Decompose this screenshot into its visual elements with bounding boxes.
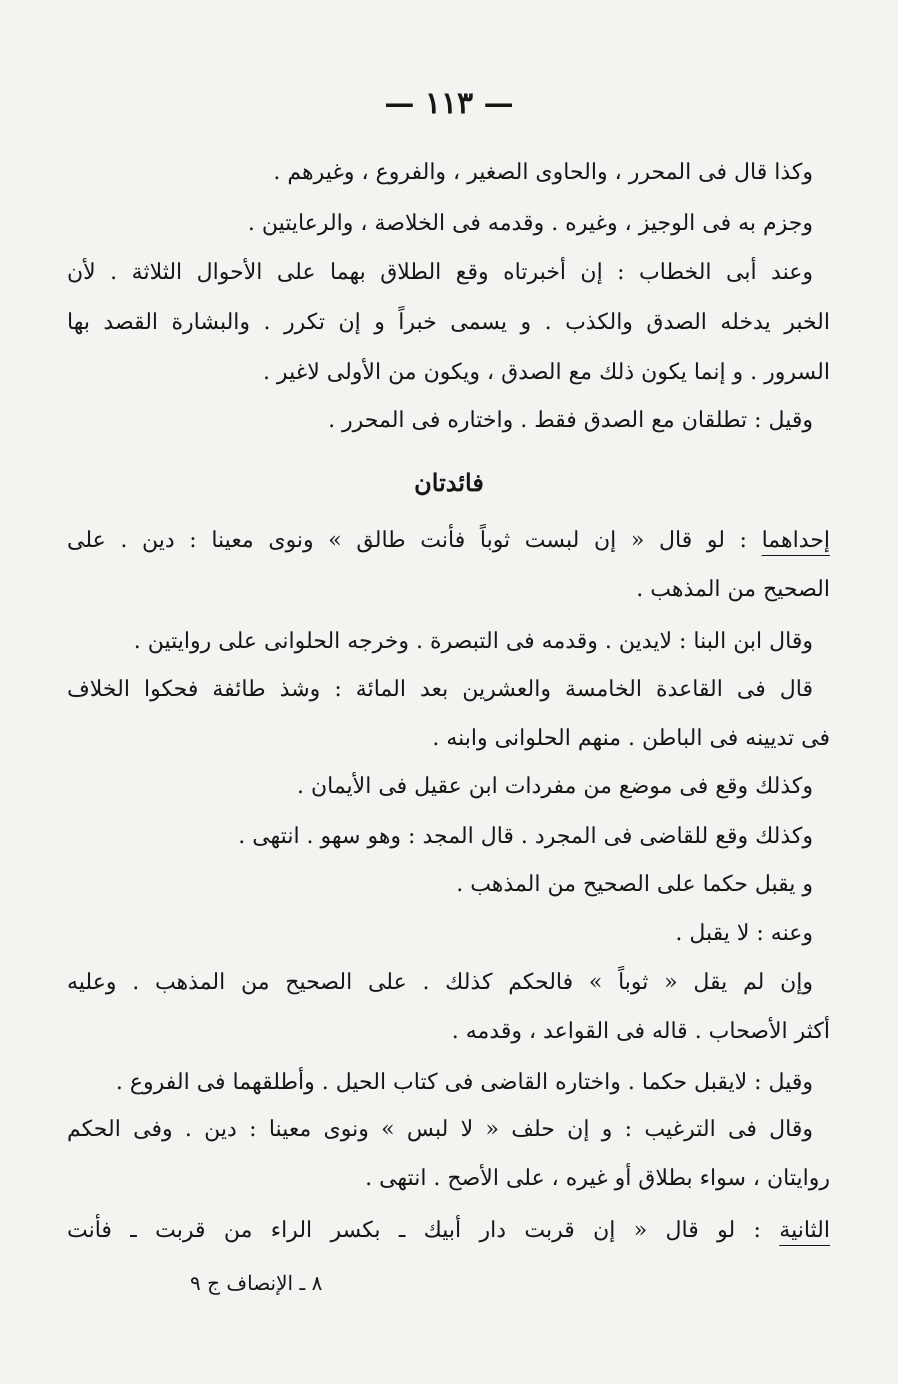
item-label: الثانية: [779, 1218, 830, 1243]
text-line: وكذا قال فى المحرر ، والحاوى الصغير ، والفروع ، وغيرهم .: [273, 160, 813, 185]
text-line: قال فى القاعدة الخامسة والعشرين بعد المائة : وشذ طائفة فحكوا الخلاف: [67, 677, 813, 702]
text-line: الصحيح من المذهب .: [636, 577, 830, 602]
text-line: وقيل : لايقبل حكما . واختاره القاضى فى كتاب الحيل . وأطلقهما فى الفروع .: [115, 1070, 813, 1095]
page-number: — ١١٣ —: [384, 86, 514, 121]
item-label: إحداهما: [761, 528, 830, 553]
text-line: إحداهما : لو قال « إن لبست ثوباً فأنت طالق » ونوى معينا : دين . على: [67, 528, 830, 553]
text-line: وإن لم يقل « ثوباً » فالحكم كذلك . على الصحيح من المذهب . وعليه: [67, 970, 813, 995]
text-line: الثانية : لو قال « إن قربت دار أبيك ـ بكسر الراء من قربت ـ فأنت: [67, 1218, 830, 1243]
text-line: و يقبل حكما على الصحيح من المذهب .: [456, 872, 813, 897]
text-line: أكثر الأصحاب . قاله فى القواعد ، وقدمه .: [451, 1019, 830, 1044]
text-line: فى تديينه فى الباطن . منهم الحلوانى وابنه .: [432, 726, 830, 751]
text-line: الخبر يدخله الصدق والكذب . و يسمى خبراً و إن تكرر . والبشارة القصد بها: [67, 310, 830, 335]
section-heading: فائدتان: [414, 468, 484, 497]
text-line: وقيل : تطلقان مع الصدق فقط . واختاره فى المحرر .: [328, 408, 813, 433]
text-line: وكذلك وقع فى موضع من مفردات ابن عقيل فى الأيمان .: [296, 774, 813, 799]
text-line: روايتان ، سواء بطلاق أو غيره ، على الأصح . انتهى .: [365, 1166, 830, 1191]
text-line: السرور . و إنما يكون ذلك مع الصدق ، ويكون من الأولى لاغير .: [262, 360, 830, 385]
page-footer: ٨ ـ الإنصاف ج ٩: [190, 1271, 323, 1295]
text-line: وعنه : لا يقبل .: [675, 921, 813, 946]
text-line: وكذلك وقع للقاضى فى المجرد . قال المجد : وهو سهو . انتهى .: [238, 824, 813, 849]
text-line: وجزم به فى الوجيز ، وغيره . وقدمه فى الخلاصة ، والرعايتين .: [247, 211, 813, 236]
text-line: وقال ابن البنا : لايدين . وقدمه فى التبصرة . وخرجه الحلوانى على روايتين .: [133, 629, 813, 654]
text-line: وقال فى الترغيب : و إن حلف « لا لبس » ونوى معينا : دين . وفى الحكم: [67, 1117, 813, 1142]
text-line: وعند أبى الخطاب : إن أخبرتاه وقع الطلاق بهما على الأحوال الثلاثة . لأن: [67, 260, 813, 285]
